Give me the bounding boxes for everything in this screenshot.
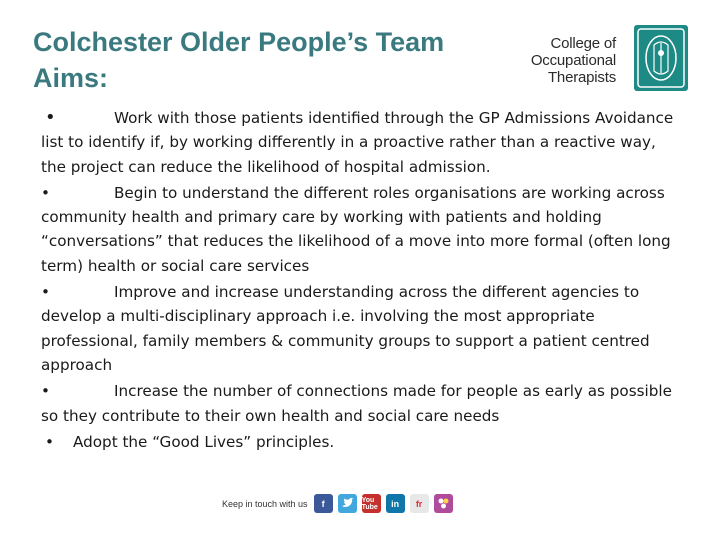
aim-1-rest: Avoidance list to identify if, by working differently in a proactive rather than a reactive way, the project can reduce the likelihood of hospital admission.	[41, 109, 674, 176]
linkedin-icon[interactable]: in	[386, 494, 405, 513]
aim-3-lead: Improve and increase understanding across the different agencies to	[114, 283, 640, 302]
aim-item-4	[41, 379, 681, 428]
cot-logo-line-3: Therapists	[547, 69, 616, 86]
twitter-icon[interactable]	[338, 494, 357, 513]
keep-in-touch-label: Keep in touch with us	[222, 498, 308, 509]
aim-1-lead: Work with those patients identified through the GP Admissions	[114, 109, 591, 127]
flickr-icon[interactable]: fr	[410, 494, 429, 513]
aim-item-5	[41, 430, 681, 454]
bullet-4: •	[41, 382, 50, 401]
aim-item-2	[41, 181, 681, 278]
cot-emblem-icon	[634, 25, 688, 91]
aim-2-lead: Begin to understand the different roles organisations are working	[114, 183, 612, 202]
page-title	[33, 24, 444, 96]
title-line-2: Aims:	[33, 63, 109, 93]
bullet-1: •	[45, 107, 56, 128]
aims-list	[41, 106, 681, 456]
title-line-1: Colchester Older People’s Team	[33, 27, 445, 57]
cot-logo	[524, 25, 694, 91]
youtube-icon[interactable]: You Tube	[362, 494, 381, 513]
aim-4-rest: possible so they contribute to their own health and social care needs	[41, 382, 672, 425]
aim-2-rest: across community health and primary care by working with patients and holding “conversations” that reduces the likelihood of a move into more formal (often long term) health or social care services	[41, 183, 671, 275]
cot-logo-line-1: College of	[550, 35, 616, 52]
social-footer	[222, 494, 458, 513]
aim-3-rest: develop a multi-disciplinary approach i.e. involving the most appropriate professional, family members & community groups to support a patient centred approach	[41, 307, 650, 374]
facebook-icon[interactable]: f	[314, 494, 333, 513]
aim-item-3	[41, 280, 681, 377]
aim-5-lead: Adopt the “Good Lives” principles.	[73, 432, 335, 451]
aim-item-1	[41, 106, 681, 179]
bullet-5: •	[45, 432, 54, 451]
cot-logo-line-2: Occupational	[530, 52, 616, 69]
aim-4-lead: Increase the number of connections made for people as early as	[114, 382, 605, 401]
bullet-2: •	[41, 183, 50, 202]
other-social-icon[interactable]	[434, 494, 453, 513]
cot-logo-text	[531, 35, 616, 86]
bullet-3: •	[41, 283, 50, 302]
